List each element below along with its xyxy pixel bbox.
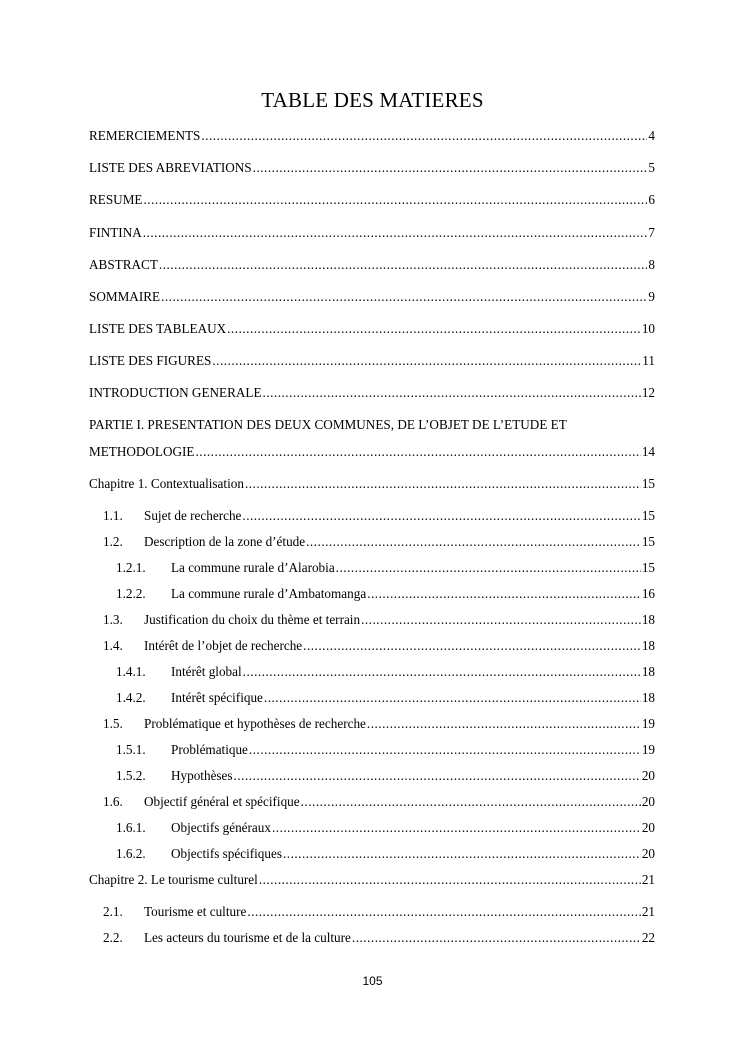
toc-entry-page: 18 [641, 612, 655, 627]
toc-entry-number: 1.6.2. [116, 846, 146, 861]
toc-leader-dots [195, 443, 640, 461]
toc-entry[interactable] [89, 224, 655, 242]
toc-entry[interactable] [89, 819, 655, 837]
toc-entry-label: Problématique et hypothèses de recherche [144, 716, 366, 731]
toc-entry-label: Intérêt spécifique [171, 690, 263, 705]
page-number-footer: 105 [362, 974, 383, 988]
toc-entry-number: 1.5.1. [116, 742, 146, 757]
toc-entry-page: 20 [641, 768, 655, 783]
toc-entry-label: Hypothèses [171, 768, 233, 783]
toc-entry-page: 19 [641, 716, 655, 731]
toc-leader-dots [159, 256, 648, 274]
toc-entry-label: METHODOLOGIE [89, 444, 195, 459]
toc-entry-page: 18 [641, 638, 655, 653]
toc-entry-page: 15 [641, 508, 655, 523]
table-of-contents [89, 0, 655, 1000]
toc-leader-dots [263, 384, 641, 402]
toc-entry-page: 19 [641, 742, 655, 757]
toc-entry[interactable] [89, 127, 655, 145]
toc-entry[interactable] [89, 793, 655, 811]
toc-entry-page: 10 [641, 321, 655, 336]
toc-entry-label: Les acteurs du tourisme et de la culture [144, 930, 351, 945]
toc-entry-label: LISTE DES TABLEAUX [89, 321, 227, 336]
toc-leader-dots [242, 507, 640, 525]
toc-entry[interactable] [89, 256, 655, 274]
toc-entry-label: La commune rurale d’Alarobia [171, 560, 335, 575]
toc-leader-dots [283, 845, 641, 863]
toc-entry[interactable] [89, 191, 655, 209]
toc-entry-label: LISTE DES ABREVIATIONS [89, 160, 252, 175]
toc-entry-page: 7 [648, 225, 655, 240]
toc-leader-dots [264, 689, 641, 707]
toc-entry-page: 18 [641, 690, 655, 705]
toc-entry-number: 1.1. [103, 508, 123, 523]
toc-leader-dots [301, 793, 641, 811]
toc-leader-dots [253, 159, 648, 177]
toc-entry-number: 1.6.1. [116, 820, 146, 835]
toc-leader-dots [303, 637, 641, 655]
toc-leader-dots [143, 224, 648, 242]
toc-entry-page: 15 [641, 534, 655, 549]
toc-entry[interactable] [89, 929, 655, 947]
toc-entry-page: 20 [641, 794, 655, 809]
toc-entry[interactable] [89, 475, 655, 493]
toc-leader-dots [201, 127, 647, 145]
toc-entry-page: 14 [641, 444, 655, 459]
toc-entry-page: 18 [641, 664, 655, 679]
toc-leader-dots [247, 903, 640, 921]
toc-entry-label: Tourisme et culture [144, 904, 247, 919]
toc-leader-dots [352, 929, 641, 947]
toc-leader-dots [249, 741, 641, 759]
toc-entry-page: 5 [648, 160, 655, 175]
toc-entry-number: 2.1. [103, 904, 123, 919]
toc-entry-label: Intérêt global [171, 664, 242, 679]
toc-entry-number: 1.4. [103, 638, 123, 653]
toc-leader-dots [161, 288, 647, 306]
toc-entry-number: 1.6. [103, 794, 123, 809]
toc-entry-label: SOMMAIRE [89, 289, 161, 304]
toc-entry[interactable] [89, 352, 655, 370]
toc-leader-dots [367, 585, 641, 603]
toc-entry-page: 21 [641, 872, 655, 887]
toc-entry-number: 1.5. [103, 716, 123, 731]
toc-entry-number: 1.5.2. [116, 768, 146, 783]
toc-entry-label: Sujet de recherche [144, 508, 242, 523]
toc-entry-page: 9 [648, 289, 655, 304]
toc-entry[interactable] [89, 320, 655, 338]
toc-entry-number: 2.2. [103, 930, 123, 945]
toc-entry[interactable] [89, 903, 655, 921]
toc-leader-dots [243, 663, 641, 681]
toc-entry-label: LISTE DES FIGURES [89, 353, 212, 368]
toc-entry-page: 21 [641, 904, 655, 919]
toc-entry-number: 1.2.2. [116, 586, 146, 601]
toc-entry-label: Problématique [171, 742, 248, 757]
toc-entry-number: 1.3. [103, 612, 123, 627]
toc-entry-page: 6 [648, 192, 655, 207]
toc-entry-page: 15 [641, 476, 655, 491]
toc-entry[interactable] [89, 715, 655, 733]
toc-entry-label: RESUME [89, 192, 143, 207]
toc-entry[interactable] [89, 533, 655, 551]
toc-leader-dots [144, 191, 648, 209]
toc-leader-dots [306, 533, 641, 551]
toc-entry-page: 16 [641, 586, 655, 601]
toc-entry-number: 1.4.1. [116, 664, 146, 679]
toc-entry-label: REMERCIEMENTS [89, 128, 201, 143]
toc-entry-page: 11 [642, 353, 655, 368]
toc-entry-page: 15 [641, 560, 655, 575]
page-title: TABLE DES MATIERES [261, 88, 484, 112]
toc-entry-page: 4 [648, 128, 655, 143]
toc-entry-label: Objectifs spécifiques [171, 846, 282, 861]
toc-leader-dots [227, 320, 641, 338]
toc-leader-dots [245, 475, 641, 493]
toc-entry-label: Justification du choix du thème et terrain [144, 612, 361, 627]
toc-leader-dots [367, 715, 641, 733]
toc-leader-dots [234, 767, 641, 785]
toc-entry-label: Objectif général et spécifique [144, 794, 300, 809]
toc-entry[interactable] [89, 159, 655, 177]
toc-entry-number: 1.2.1. [116, 560, 146, 575]
toc-entry[interactable] [89, 384, 655, 402]
toc-entry[interactable] [89, 559, 655, 577]
toc-leader-dots [361, 611, 641, 629]
toc-entry[interactable] [89, 637, 655, 655]
toc-entry-label: Intérêt de l’objet de recherche [144, 638, 303, 653]
toc-entry[interactable] [89, 443, 655, 461]
toc-entry[interactable] [89, 585, 655, 603]
toc-entry-number: 1.4.2. [116, 690, 146, 705]
toc-entry-label: Objectifs généraux [171, 820, 271, 835]
toc-entry-label: Chapitre 2. Le tourisme culturel [89, 872, 258, 887]
toc-entry[interactable] [89, 507, 655, 525]
toc-leader-dots [212, 352, 641, 370]
toc-entry-page: 22 [641, 930, 655, 945]
toc-entry[interactable] [89, 767, 655, 785]
toc-entry-label: FINTINA [89, 225, 142, 240]
toc-entry-page: 8 [648, 257, 655, 272]
toc-entry-page: 20 [641, 846, 655, 861]
toc-entry-label: INTRODUCTION GENERALE [89, 385, 262, 400]
toc-entry-label: Description de la zone d’étude [144, 534, 306, 549]
toc-leader-dots [259, 871, 641, 889]
toc-entry[interactable] [89, 611, 655, 629]
toc-entry-number: 1.2. [103, 534, 123, 549]
toc-entry[interactable] [89, 741, 655, 759]
toc-entry[interactable] [89, 689, 655, 707]
toc-entry[interactable] [89, 288, 655, 306]
toc-entry-page: 12 [641, 385, 655, 400]
toc-entry-label-line1[interactable]: PARTIE I. PRESENTATION DES DEUX COMMUNES, DE L’OBJET DE L’ETUDE ET [89, 417, 567, 432]
toc-entry[interactable] [89, 663, 655, 681]
toc-leader-dots [272, 819, 641, 837]
toc-entry[interactable] [89, 871, 655, 889]
toc-entry-label: ABSTRACT [89, 257, 158, 272]
toc-leader-dots [336, 559, 641, 577]
toc-entry-label: La commune rurale d’Ambatomanga [171, 586, 367, 601]
toc-entry-page: 20 [641, 820, 655, 835]
toc-entry-label: Chapitre 1. Contextualisation [89, 476, 244, 491]
toc-entry[interactable] [89, 845, 655, 863]
